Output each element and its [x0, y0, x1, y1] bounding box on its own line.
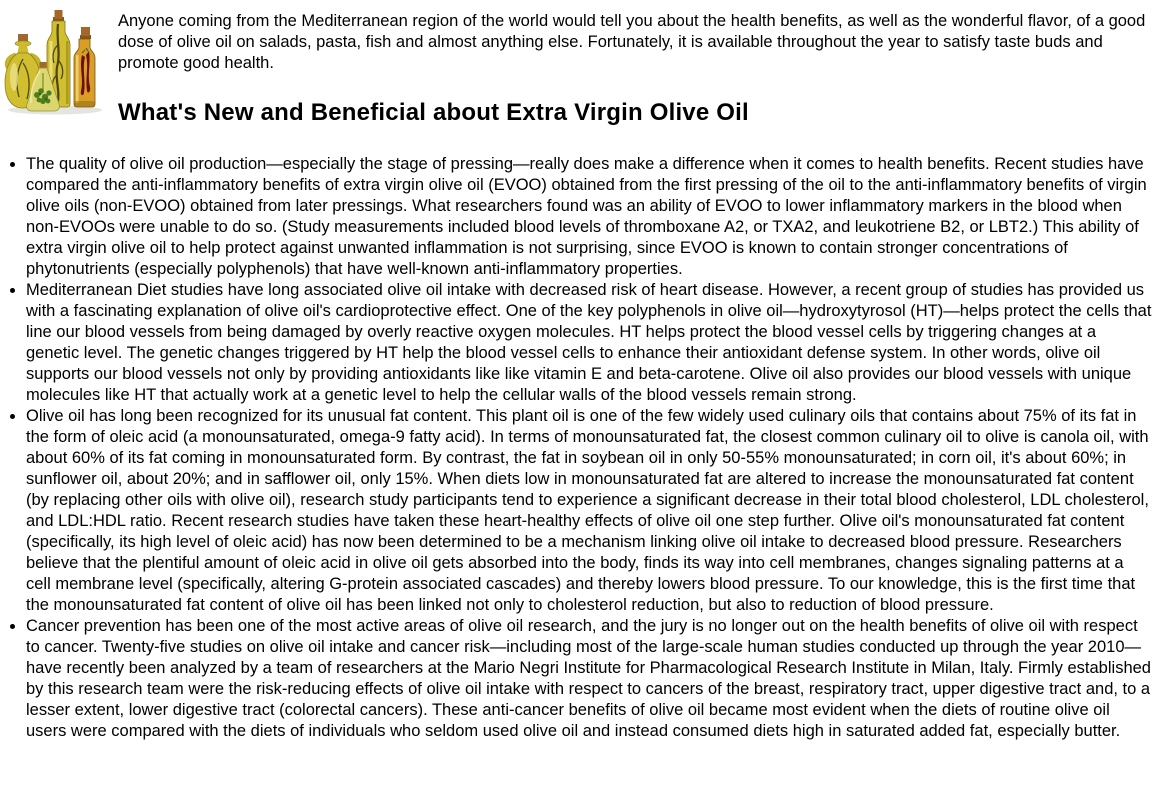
olive-oil-bottles-image: [3, 5, 106, 115]
list-item: • Mediterranean Diet studies have long associated olive oil intake with decreased risk of heart disease. However, a recent group of studies has provided us with a fascinating explanation of olive oil's cardioprotective effect. One of the key polyphenols in olive oil—hydroxytyrosol (HT)—helps protect the cells that line our blood vessels from being damaged by overly reactive oxygen molecules. HT helps protect the blood vessel cells by triggering changes at a genetic level. The genetic changes triggered by HT help the blood vessel cells to enhance their antioxidant defense system. In other words, olive oil supports our blood vessels not only by providing antioxidants like like vitamin E and beta-carotene. Olive oil also provides our blood vessels with unique molecules like HT that actually work at a genetic level to help the cellular walls of the blood vessels remain strong.: [26, 280, 1152, 406]
benefits-list: [3, 154, 1152, 742]
list-item: • Cancer prevention has been one of the most active areas of olive oil research, and the jury is no longer out on the health benefits of olive oil with respect to cancer. Twenty-five studies on olive oil intake and cancer risk—including most of the large-scale human studies conducted up through the year 2010—have recently been analyzed by a team of researchers at the Mario Negri Institute for Pharmacological Research Institute in Milan, Italy. Firmly established by this research team were the risk-reducing effects of olive oil intake with respect to cancers of the breast, respiratory tract, upper digestive tract and, to a lesser extent, lower digestive tract (colorectal cancers). These anti-cancer benefits of olive oil became most evident when the diets of routine olive oil users were compared with the diets of individuals who seldom used olive oil and instead consumed diets high in saturated added fat, especially butter.: [26, 616, 1152, 742]
right-bottle: [74, 27, 95, 107]
list-item: • Olive oil has long been recognized for its unusual fat content. This plant oil is one of the few widely used culinary oils that contains about 75% of its fat in the form of oleic acid (a monounsaturated, omega-9 fatty acid). In terms of monounsaturated fat, the closest common culinary oil to olive is canola oil, with about 60% of its fat coming in monounsaturated form. By contrast, the fat in soybean oil in only 50-55% monounsaturated; in corn oil, it's about 60%; in sunflower oil, about 20%; and in safflower oil, only 15%. When diets low in monounsaturated fat are altered to increase the monounsaturated fat content (by replacing other oils with olive oil), research study participants tend to experience a significant decrease in their total blood cholesterol, LDL cholesterol, and LDL:HDL ratio. Recent research studies have taken these heart-healthy effects of olive oil one step further. Olive oil's monounsaturated fat content (specifically, its high level of oleic acid) has now been determined to be a mechanism linking olive oil intake to decreased blood pressure. Researchers believe that the plentiful amount of oleic acid in olive oil gets absorbed into the body, finds its way into cell membranes, changes signaling patterns at a cell membrane level (specifically, altering G-protein associated cascades) and thereby lowers blood pressure. To our knowledge, this is the first time that the monounsaturated fat content of olive oil has been linked not only to cholesterol reduction, but also to reduction of blood pressure.: [26, 406, 1152, 616]
list-item: • The quality of olive oil production—especially the stage of pressing—really does make a difference when it comes to health benefits. Recent studies have compared the anti-inflammatory benefits of extra virgin olive oil (EVOO) obtained from the first pressing of the oil to the anti-inflammatory benefits of virgin olive oils (non-EVOO) obtained from later pressings. What researchers found was an ability of EVOO to lower inflammatory markers in the blood when non-EVOOs were unable to do so. (Study measurements included blood levels of thromboxane A2, or TXA2, and leukotriene B2, or LBT2.) This ability of extra virgin olive oil to help protect against unwanted inflammation is not surprising, since EVOO is known to contain stronger concentrations of phytonutrients (especially polyphenols) that have well-known anti-inflammatory properties.: [26, 154, 1152, 280]
intro-paragraph: Anyone coming from the Mediterranean region of the world would tell you about the health benefits, as well as the wonderful flavor, of a good dose of olive oil on salads, pasta, fish and almost anything else. Fortunately, it is available throughout the year to satisfy taste buds and promote good health.: [118, 12, 1146, 72]
page-title: What's New and Beneficial about Extra Virgin Olive Oil: [118, 99, 749, 126]
